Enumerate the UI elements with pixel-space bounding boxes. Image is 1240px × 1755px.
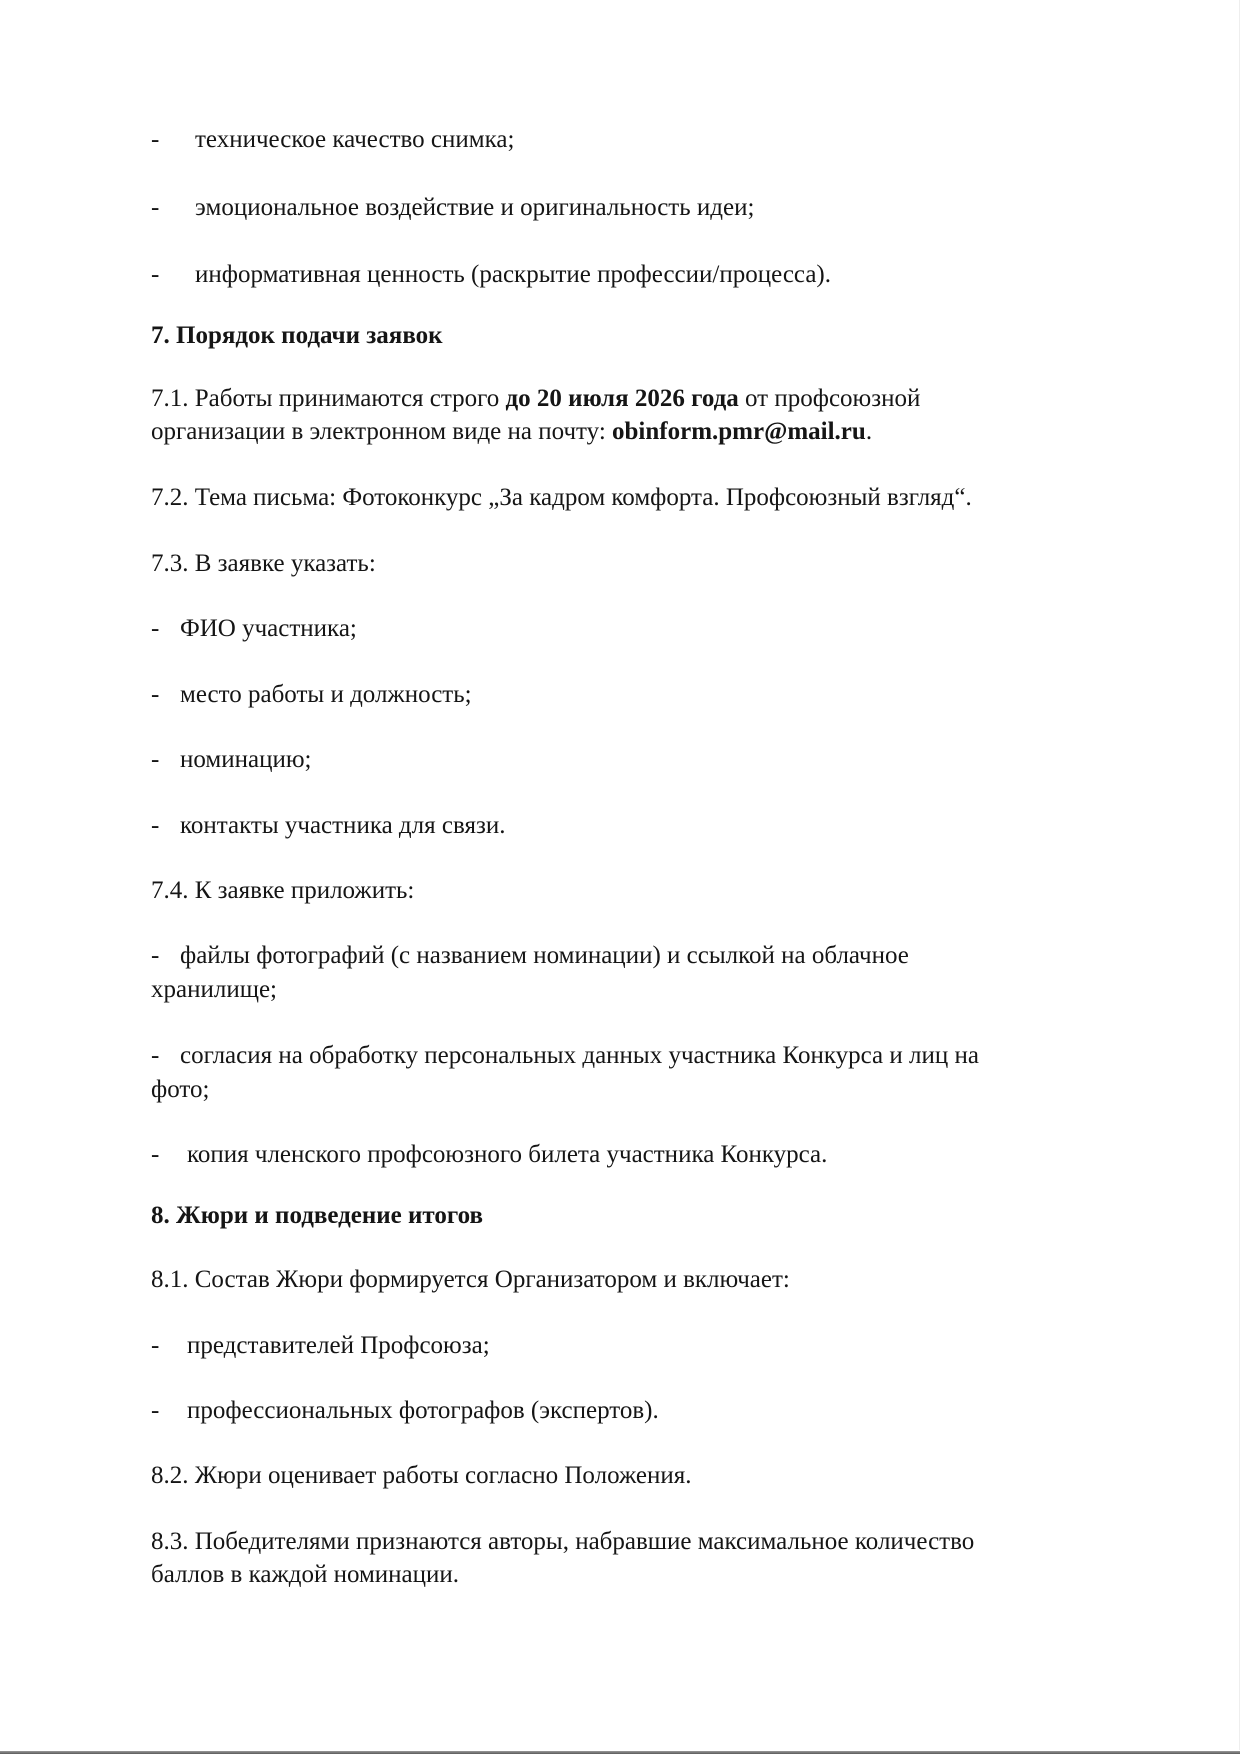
scan-bottom-edge <box>0 1751 1240 1754</box>
deadline: до 20 июля 2026 года <box>505 385 739 412</box>
list-bullet: - <box>151 1141 160 1168</box>
section-8-heading: 8. Жюри и подведение итогов <box>151 1202 483 1229</box>
list-bullet: - <box>151 812 160 839</box>
paragraph-8-3-line-2: баллов в каждой номинации. <box>151 1561 460 1588</box>
paragraph-8-1-intro: 8.1. Состав Жюри формируется Организатором и включает: <box>151 1266 790 1293</box>
paragraph-8-2: 8.2. Жюри оценивает работы согласно Положения. <box>151 1462 692 1489</box>
attachment-item-2-line-1: согласия на обработку персональных данных участника Конкурса и лиц на <box>180 1042 979 1069</box>
application-field-item: ФИО участника; <box>180 615 357 642</box>
email-address[interactable]: obinform.pmr@mail.ru <box>612 418 866 445</box>
attachment-item-2-line-2: фото; <box>151 1076 210 1103</box>
paragraph-7-4-intro: 7.4. К заявке приложить: <box>151 877 415 904</box>
paragraph-7-1-line-2 <box>151 416 872 448</box>
p71-text-2: от профсоюзной <box>738 385 921 412</box>
list-bullet: - <box>151 1332 160 1359</box>
attachment-item-1-line-1: файлы фотографий (с названием номинации) и ссылкой на облачное <box>180 942 909 969</box>
section-7-heading: 7. Порядок подачи заявок <box>151 322 443 349</box>
list-bullet: - <box>151 261 160 288</box>
paragraph-8-3-line-1: 8.3. Победителями признаются авторы, набравшие максимальное количество <box>151 1528 975 1555</box>
jury-member-item: профессиональных фотографов (экспертов). <box>187 1397 659 1424</box>
attachment-item-1-line-2: хранилище; <box>151 976 278 1003</box>
criteria-item: информативная ценность (раскрытие профессии/процесса). <box>195 261 831 288</box>
list-bullet: - <box>151 1042 160 1069</box>
p71-text-3: организации в электронном виде на почту: <box>151 418 613 445</box>
paragraph-7-3-intro: 7.3. В заявке указать: <box>151 550 376 577</box>
list-bullet: - <box>151 1397 160 1424</box>
list-bullet: - <box>151 681 160 708</box>
paragraph-7-1-line-1 <box>151 383 920 415</box>
p71-text-1: 7.1. Работы принимаются строго <box>151 385 506 412</box>
paragraph-7-2: 7.2. Тема письма: Фотоконкурс „За кадром комфорта. Профсоюзный взгляд“. <box>151 484 972 511</box>
criteria-item: техническое качество снимка; <box>195 126 515 153</box>
list-bullet: - <box>151 194 160 221</box>
application-field-item: контакты участника для связи. <box>180 812 506 839</box>
application-field-item: номинацию; <box>180 746 312 773</box>
jury-member-item: представителей Профсоюза; <box>187 1332 490 1359</box>
list-bullet: - <box>151 942 160 969</box>
list-bullet: - <box>151 746 160 773</box>
list-bullet: - <box>151 126 160 153</box>
application-field-item: место работы и должность; <box>180 681 472 708</box>
attachment-item-3: копия членского профсоюзного билета участника Конкурса. <box>187 1141 828 1168</box>
p71-text-end: . <box>865 418 873 445</box>
list-bullet: - <box>151 615 160 642</box>
criteria-item: эмоциональное воздействие и оригинальность идеи; <box>195 194 755 221</box>
